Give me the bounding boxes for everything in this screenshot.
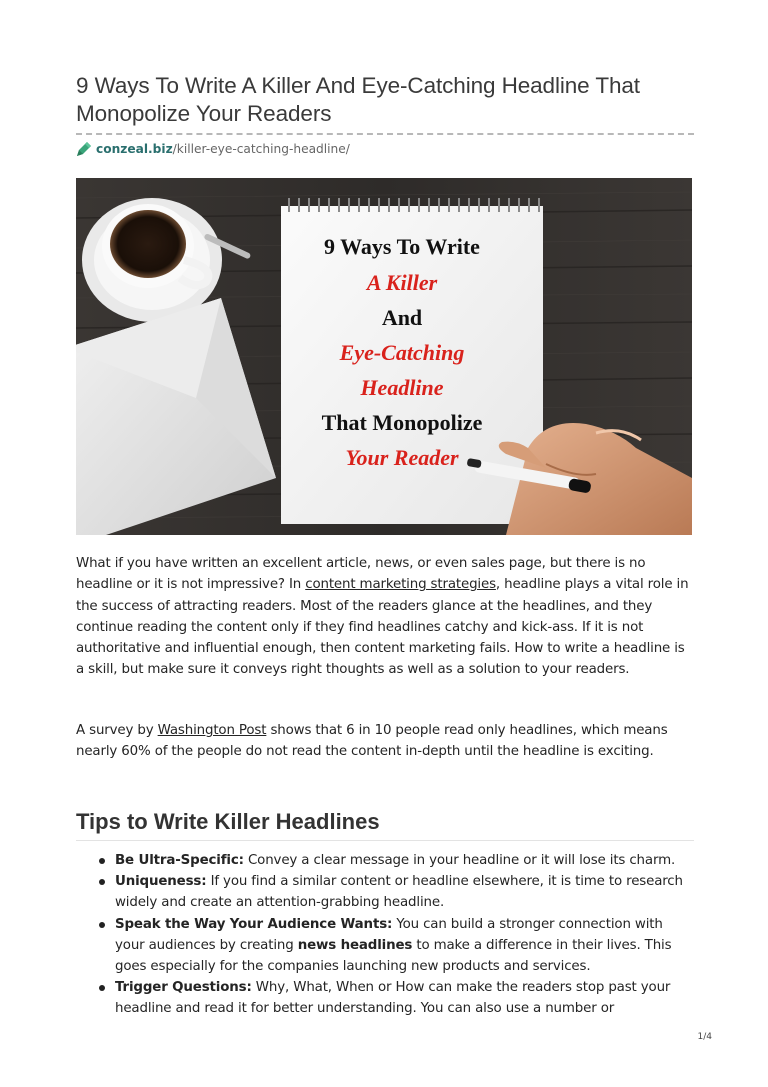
bullet-icon xyxy=(99,858,105,864)
intro-paragraph-2 xyxy=(76,720,696,763)
notepad-line-5: Headline xyxy=(360,375,444,400)
bullet-icon xyxy=(99,879,105,885)
dashed-divider xyxy=(76,133,694,135)
notepad-line-2: A Killer xyxy=(366,270,438,295)
notepad-line-7: Your Reader xyxy=(345,445,459,470)
content-marketing-strategies-link[interactable]: content marketing strategies xyxy=(305,577,496,593)
washington-post-link[interactable]: Washington Post xyxy=(157,723,267,738)
hero-illustration xyxy=(76,178,692,535)
bullet-icon xyxy=(99,985,105,991)
tip-text: If you find a similar content or headline elsewhere, it is time to research widely and create an attention-grabbing headline. xyxy=(115,874,683,911)
list-item xyxy=(76,850,696,871)
intro-paragraph-1 xyxy=(76,553,696,681)
hero-image xyxy=(76,178,692,535)
tip-label: Speak the Way Your Audience Wants: xyxy=(115,916,393,932)
tip-text: Why, What, When or How can make the readers stop past your headline and read it for better understanding. You can also use a number or xyxy=(115,980,671,1017)
tip-text: Convey a clear message in your headline or it will lose its charm. xyxy=(243,853,676,868)
bullet-icon xyxy=(99,922,105,928)
page-number: 1/4 xyxy=(697,1032,712,1042)
source-path: /killer-eye-catching-headline/ xyxy=(172,142,350,156)
list-item xyxy=(76,871,696,913)
article-title-line-2: Monopolize Your Readers xyxy=(76,101,332,126)
intro-p2-before: A survey by xyxy=(76,723,158,738)
heading-divider xyxy=(76,840,694,841)
article-title-line-1: 9 Ways To Write A Killer And Eye-Catching Headline That xyxy=(76,73,640,98)
pen-icon xyxy=(76,141,92,157)
intro-p1-before: What if you have written an excellent article, news, or even sales page, but there is no headline or it is not impressive? In xyxy=(76,556,646,593)
list-item xyxy=(76,914,696,978)
list-item xyxy=(76,977,696,1019)
article-title xyxy=(76,72,694,128)
intro-p2-after: shows that 6 in 10 people read only headlines, which means nearly 60% of the people do not read the content in-depth until the headline is exciting. xyxy=(76,723,668,760)
tip-text-continued: to make a difference in their lives. This goes especially for the companies launching new products and services. xyxy=(115,937,672,975)
source-url[interactable] xyxy=(76,140,694,158)
news-headlines-emphasis: news headlines xyxy=(297,937,413,953)
tip-label: Trigger Questions: xyxy=(115,980,252,996)
tips-list xyxy=(76,850,696,1020)
page-header xyxy=(76,72,694,158)
notepad-line-4: Eye-Catching xyxy=(339,340,465,365)
tips-heading: Tips to Write Killer Headlines xyxy=(76,809,380,834)
notepad-line-3: And xyxy=(381,305,423,330)
tip-label: Uniqueness: xyxy=(115,874,207,890)
tip-text: You can build a stronger connection with your audiences by creating xyxy=(115,916,663,953)
notepad-line-6: That Monopolize xyxy=(321,410,483,435)
intro-p1-after: , headline plays a vital role in the success of attracting readers. Most of the readers glance at the headlines, and they continue reading the content only if they find headlines catchy and kick-ass. If it is not authoritative and influential enough, then content marketing fails. How to write a headline is a skill, but make sure it conveys right thoughts as well as a solution to your readers. xyxy=(76,577,689,678)
tip-label: Be Ultra-Specific: xyxy=(115,853,244,868)
notepad-line-1: 9 Ways To Write xyxy=(324,234,480,259)
source-domain: conzeal.biz xyxy=(96,142,173,156)
